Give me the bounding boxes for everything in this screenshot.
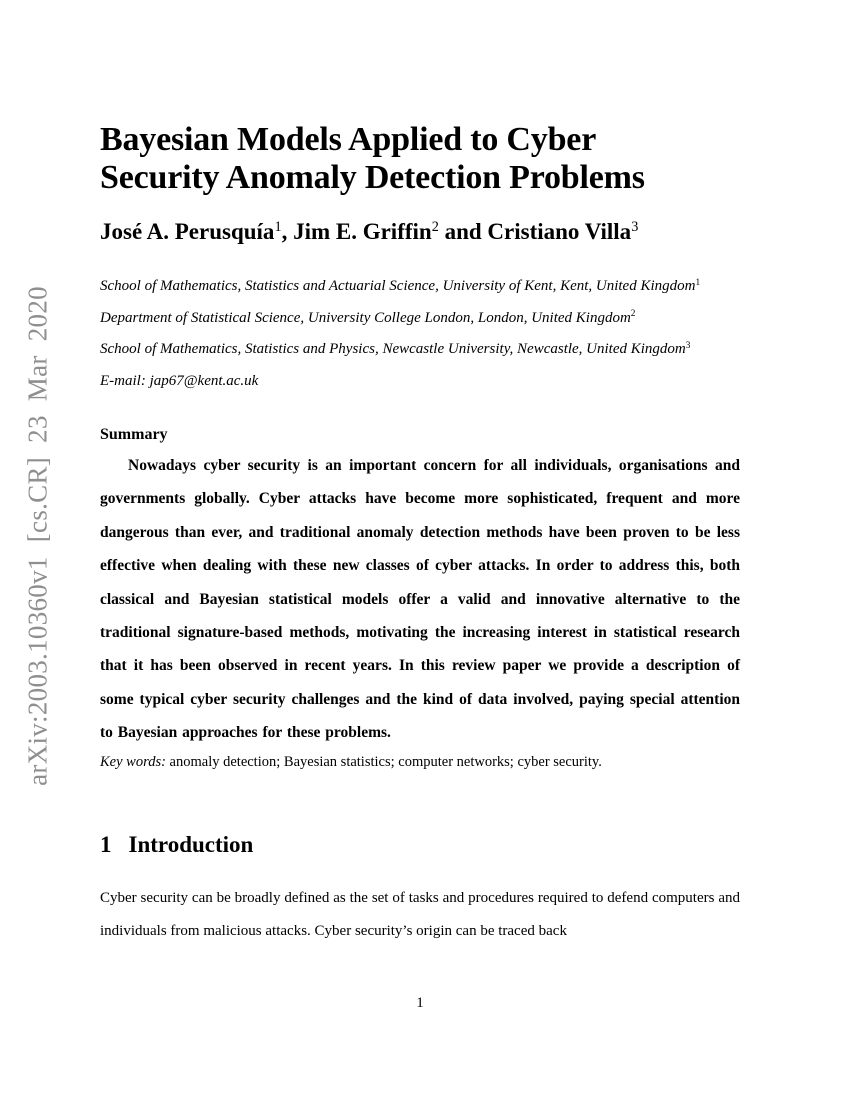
- author-name: Jim E. Griffin: [293, 219, 432, 244]
- affiliation-text: School of Mathematics, Statistics and Physics, Newcastle University, Newcastle, United Kingdom: [100, 341, 686, 357]
- page-number: 1: [416, 995, 424, 1011]
- author-superscript: 3: [631, 219, 639, 236]
- paper-content: [100, 0, 740, 948]
- body-paragraph: Cyber security can be broadly defined as the set of tasks and procedures required to defend computers and individuals from malicious attacks. Cyber security’s origin can be traced back: [100, 889, 740, 939]
- affiliations: [100, 271, 740, 397]
- author-name: José A. Perusquía: [100, 219, 275, 244]
- email-line: E-mail: jap67@kent.ac.uk: [100, 372, 259, 389]
- author-separator: ,: [281, 219, 294, 244]
- keywords-label: Key words:: [100, 753, 166, 770]
- paper-title: [100, 121, 740, 197]
- title-line-2: Security Anomaly Detection Problems: [100, 159, 645, 196]
- author-line: [100, 219, 740, 245]
- section-title: Introduction: [128, 831, 254, 857]
- keywords-text: anomaly detection; Bayesian statistics; computer networks; cyber security.: [165, 753, 602, 770]
- author-superscript: 2: [431, 219, 439, 236]
- affiliation-superscript: 3: [685, 340, 691, 351]
- affiliation-superscript: 1: [695, 277, 701, 288]
- section-number: 1: [100, 831, 112, 857]
- summary-text: Nowadays cyber security is an important concern for all individuals, organisations and governments globally. Cyber attacks have become more sophisticated, frequent and more dangerous than ever, and traditional anomaly detection methods have been proven to be less effective when dealing with these new classes of cyber attacks. In order to address this, both classical and Bayesian statistical models offer a valid and innovative alternative to the traditional signature-based methods, motivating the increasing interest in statistical research that it has been observed in recent years. In this review paper we provide a description of some typical cyber security challenges and the kind of data involved, paying special attention to Bayesian approaches for these problems.: [100, 457, 740, 742]
- affiliation-superscript: 2: [630, 309, 636, 320]
- keywords-line: [100, 752, 740, 772]
- summary-heading: Summary: [100, 426, 168, 443]
- author-superscript: 1: [274, 219, 282, 236]
- affiliation-text: Department of Statistical Science, University College London, London, United Kingdom: [100, 309, 631, 326]
- author-name: Cristiano Villa: [487, 219, 632, 244]
- affiliation-line: [100, 271, 740, 303]
- affiliation-line: [100, 303, 740, 335]
- author-separator: and: [438, 219, 488, 244]
- affiliation-text: School of Mathematics, Statistics and Actuarial Science, University of Kent, Kent, United Kingdom: [100, 278, 696, 294]
- arxiv-watermark: arXiv:2003.10360v1 [cs.CR] 23 Mar 2020: [22, 286, 53, 786]
- affiliation-line: [100, 334, 740, 366]
- section-heading: [100, 832, 740, 858]
- title-line-1: Bayesian Models Applied to Cyber: [100, 121, 597, 158]
